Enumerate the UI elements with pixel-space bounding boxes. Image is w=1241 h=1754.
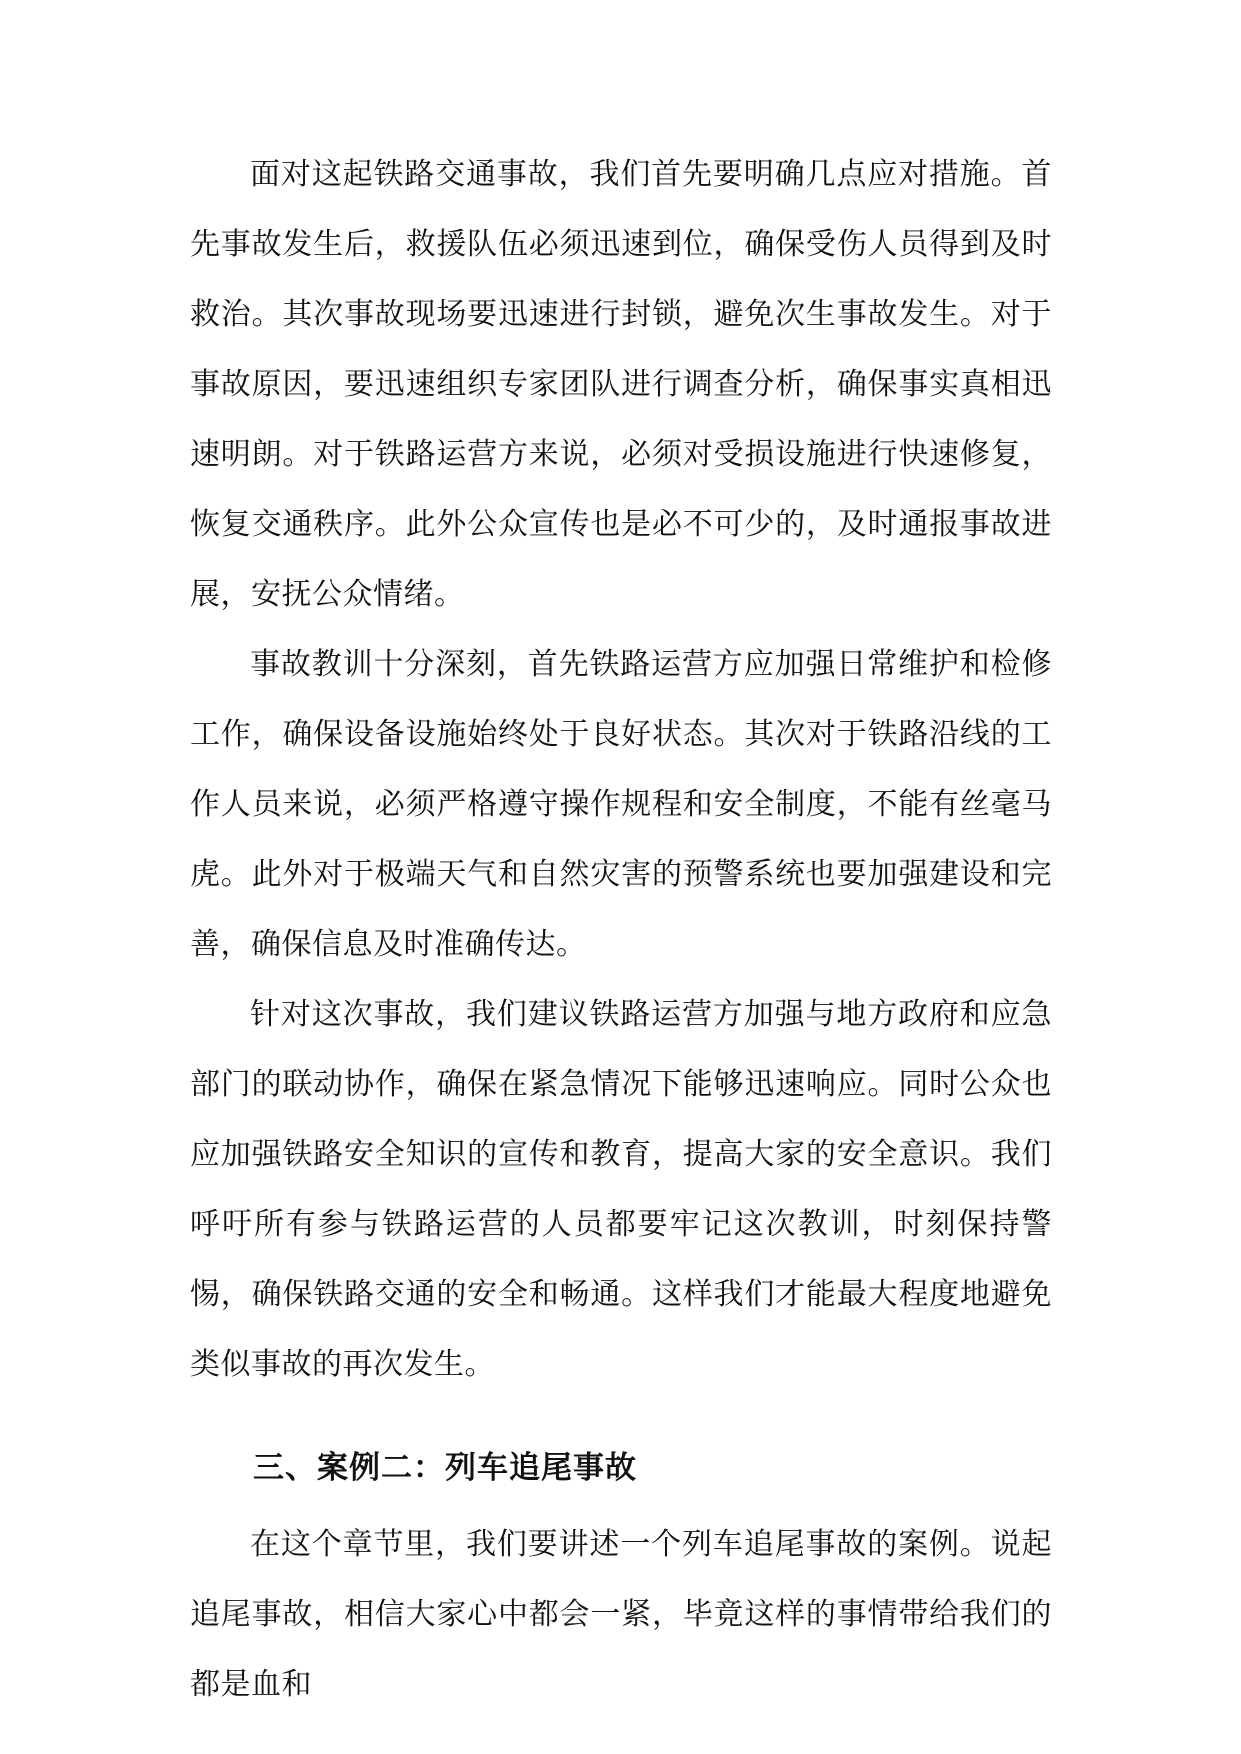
paragraph-lessons-learned: 事故教训十分深刻，首先铁路运营方应加强日常维护和检修工作，确保设备设施始终处于良好状态。其次对于铁路沿线的工作人员来说，必须严格遵守操作规程和安全制度，不能有丝毫马虎。此外对于极端天气和自然灾害的预警系统也要加强建设和完善，确保信息及时准确传达。 — [190, 647, 1052, 962]
paragraph-case-two-intro: 在这个章节里，我们要讲述一个列车追尾事故的案例。说起追尾事故，相信大家心中都会一紧，毕竟这样的事情带给我们的都是血和 — [190, 1527, 1052, 1702]
document-body — [190, 140, 1052, 1720]
paragraph-response-measures: 面对这起铁路交通事故，我们首先要明确几点应对措施。首先事故发生后，救援队伍必须迅速到位，确保受伤人员得到及时救治。其次事故现场要迅速进行封锁，避免次生事故发生。对于事故原因，要迅速组织专家团队进行调查分析，确保事实真相迅速明朗。对于铁路运营方来说，必须对受损设施进行快速修复，恢复交通秩序。此外公众宣传也是必不可少的，及时通报事故进展，安抚公众情绪。 — [190, 157, 1052, 612]
paragraph-recommendations: 针对这次事故，我们建议铁路运营方加强与地方政府和应急部门的联动协作，确保在紧急情况下能够迅速响应。同时公众也应加强铁路安全知识的宣传和教育，提高大家的安全意识。我们呼吁所有参与铁路运营的人员都要牢记这次教训，时刻保持警惕，确保铁路交通的安全和畅通。这样我们才能最大程度地避免类似事故的再次发生。 — [190, 997, 1052, 1382]
section-heading: 三、案例二：列车追尾事故 — [253, 1450, 637, 1486]
